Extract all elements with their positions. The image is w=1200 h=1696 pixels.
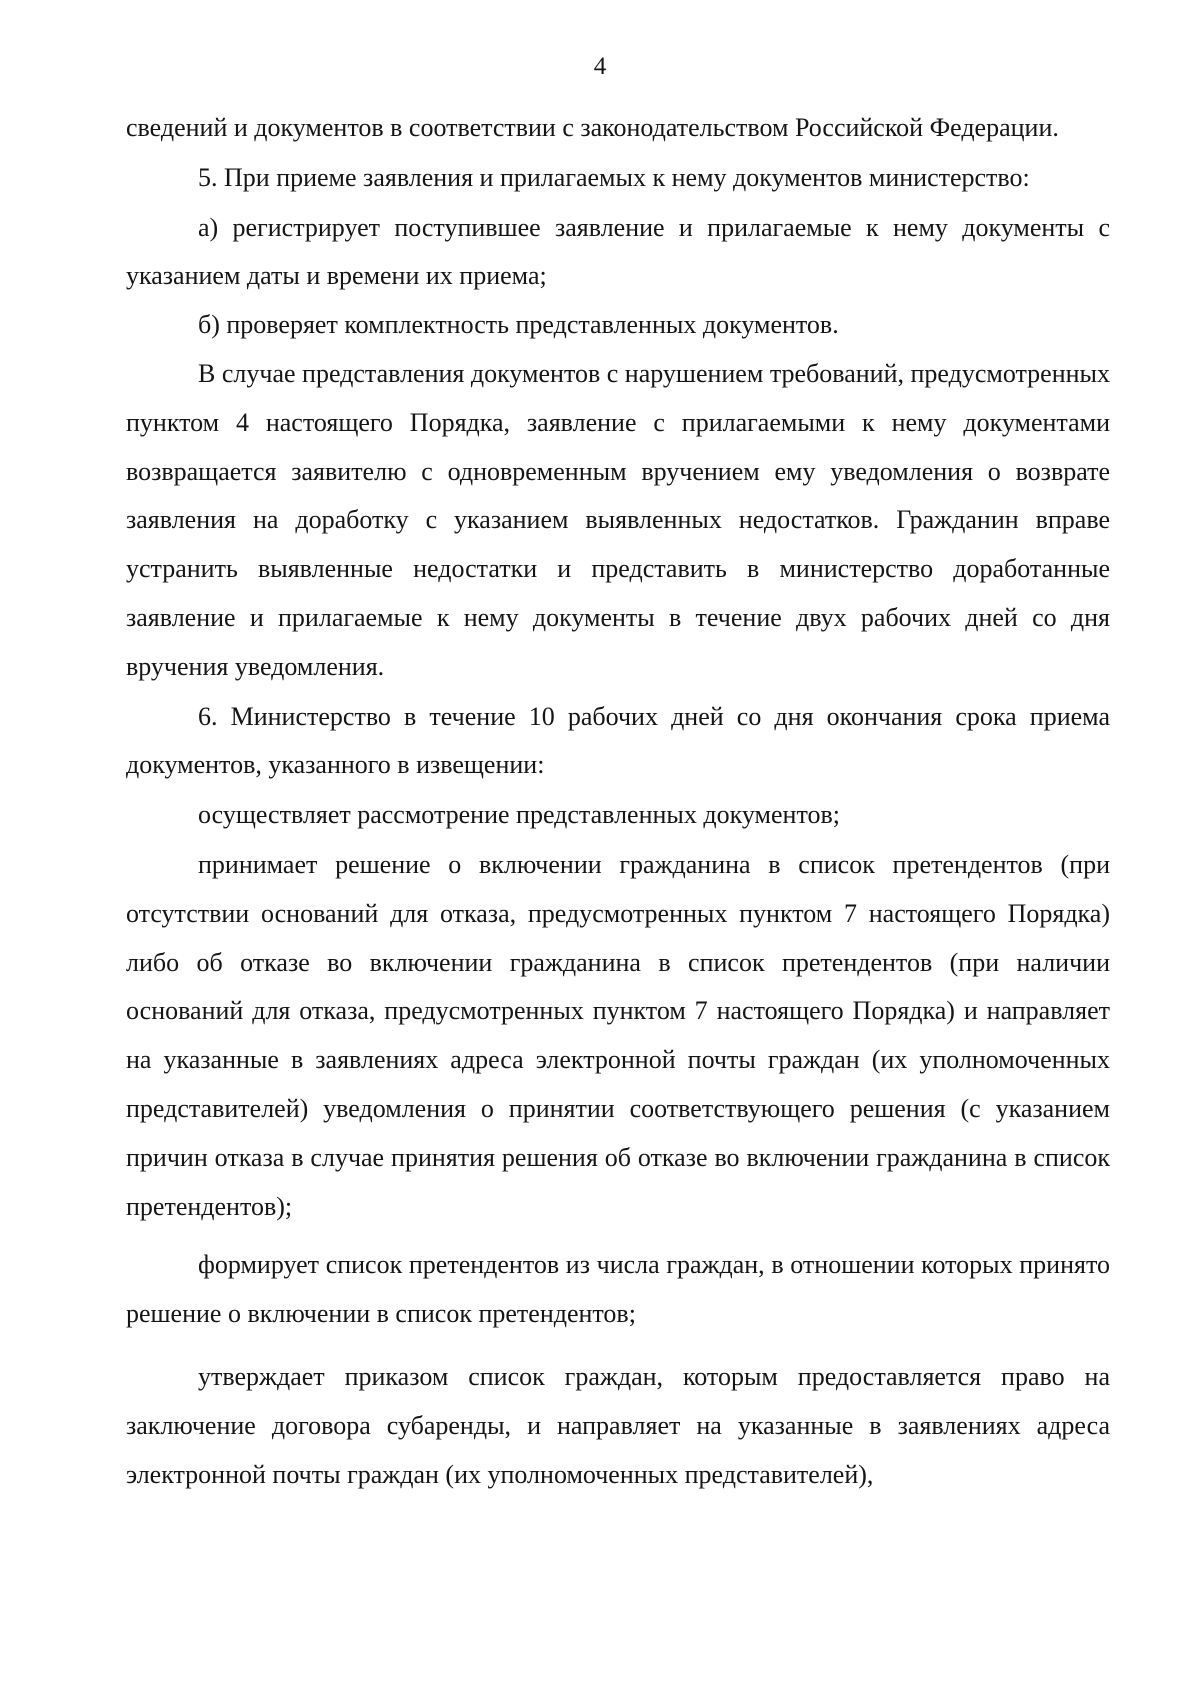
paragraph-approve-list: утверждает приказом список граждан, которым предоставляется право на заключение договора субаренды, и направляет на указанные в заявлениях адреса электронной почты граждан (их уполномоченных представителей), (126, 1361, 1110, 1489)
paragraph-decision: принимает решение о включении гражданина в список претендентов (при отсутствии оснований для отказа, предусмотренных пунктом 7 настоящего Порядка) либо об отказе во включении гражданина в список претендентов (при наличии оснований для отказа, предусмотренных пунктом 7 настоящего Порядка) и направляет на указанные в заявлениях адреса электронной почты граждан (их уполномоченных представителей) уведомления о принятии соответствующего решения (с указанием причин отказа в случае принятия решения об отказе во включении гражданина в список претендентов); (126, 849, 1110, 1221)
paragraph-review-documents: осуществляет рассмотрение представленных документов; (198, 800, 840, 830)
paragraph-form-list: формирует список претендентов из числа граждан, в отношении которых принято решение о включении в список претендентов; (126, 1250, 1110, 1329)
paragraph-violation-case: В случае представления документов с нарушением требований, предусмотренных пунктом 4 настоящего Порядка, заявление с прилагаемыми к нему документами возвращается заявителю с одновременным вручением ему уведомления о возврате заявления на доработку с указанием выявленных недостатков. Гражданин вправе устранить выявленные недостатки и представить в министерство доработанные заявление и прилагаемые к нему документы в течение двух рабочих дней со дня вручения уведомления. (126, 358, 1110, 681)
document-body (126, 104, 1110, 1499)
paragraph-continuation: сведений и документов в соответствии с законодательством Российской Федерации. (126, 113, 1059, 142)
paragraph-item-6: 6. Министерство в течение 10 рабочих дней со дня окончания срока приема документов, указанного в извещении: (126, 701, 1110, 780)
paragraph-item-5: 5. При приеме заявления и прилагаемых к нему документов министерство: (198, 162, 1030, 192)
page-number: 4 (593, 53, 607, 80)
paragraph-item-5b: б) проверяет комплектность представленных документов. (198, 310, 839, 340)
paragraph-item-5a: а) регистрирует поступившее заявление и прилагаемые к нему документы с указанием даты и времени их приема; (126, 212, 1110, 291)
